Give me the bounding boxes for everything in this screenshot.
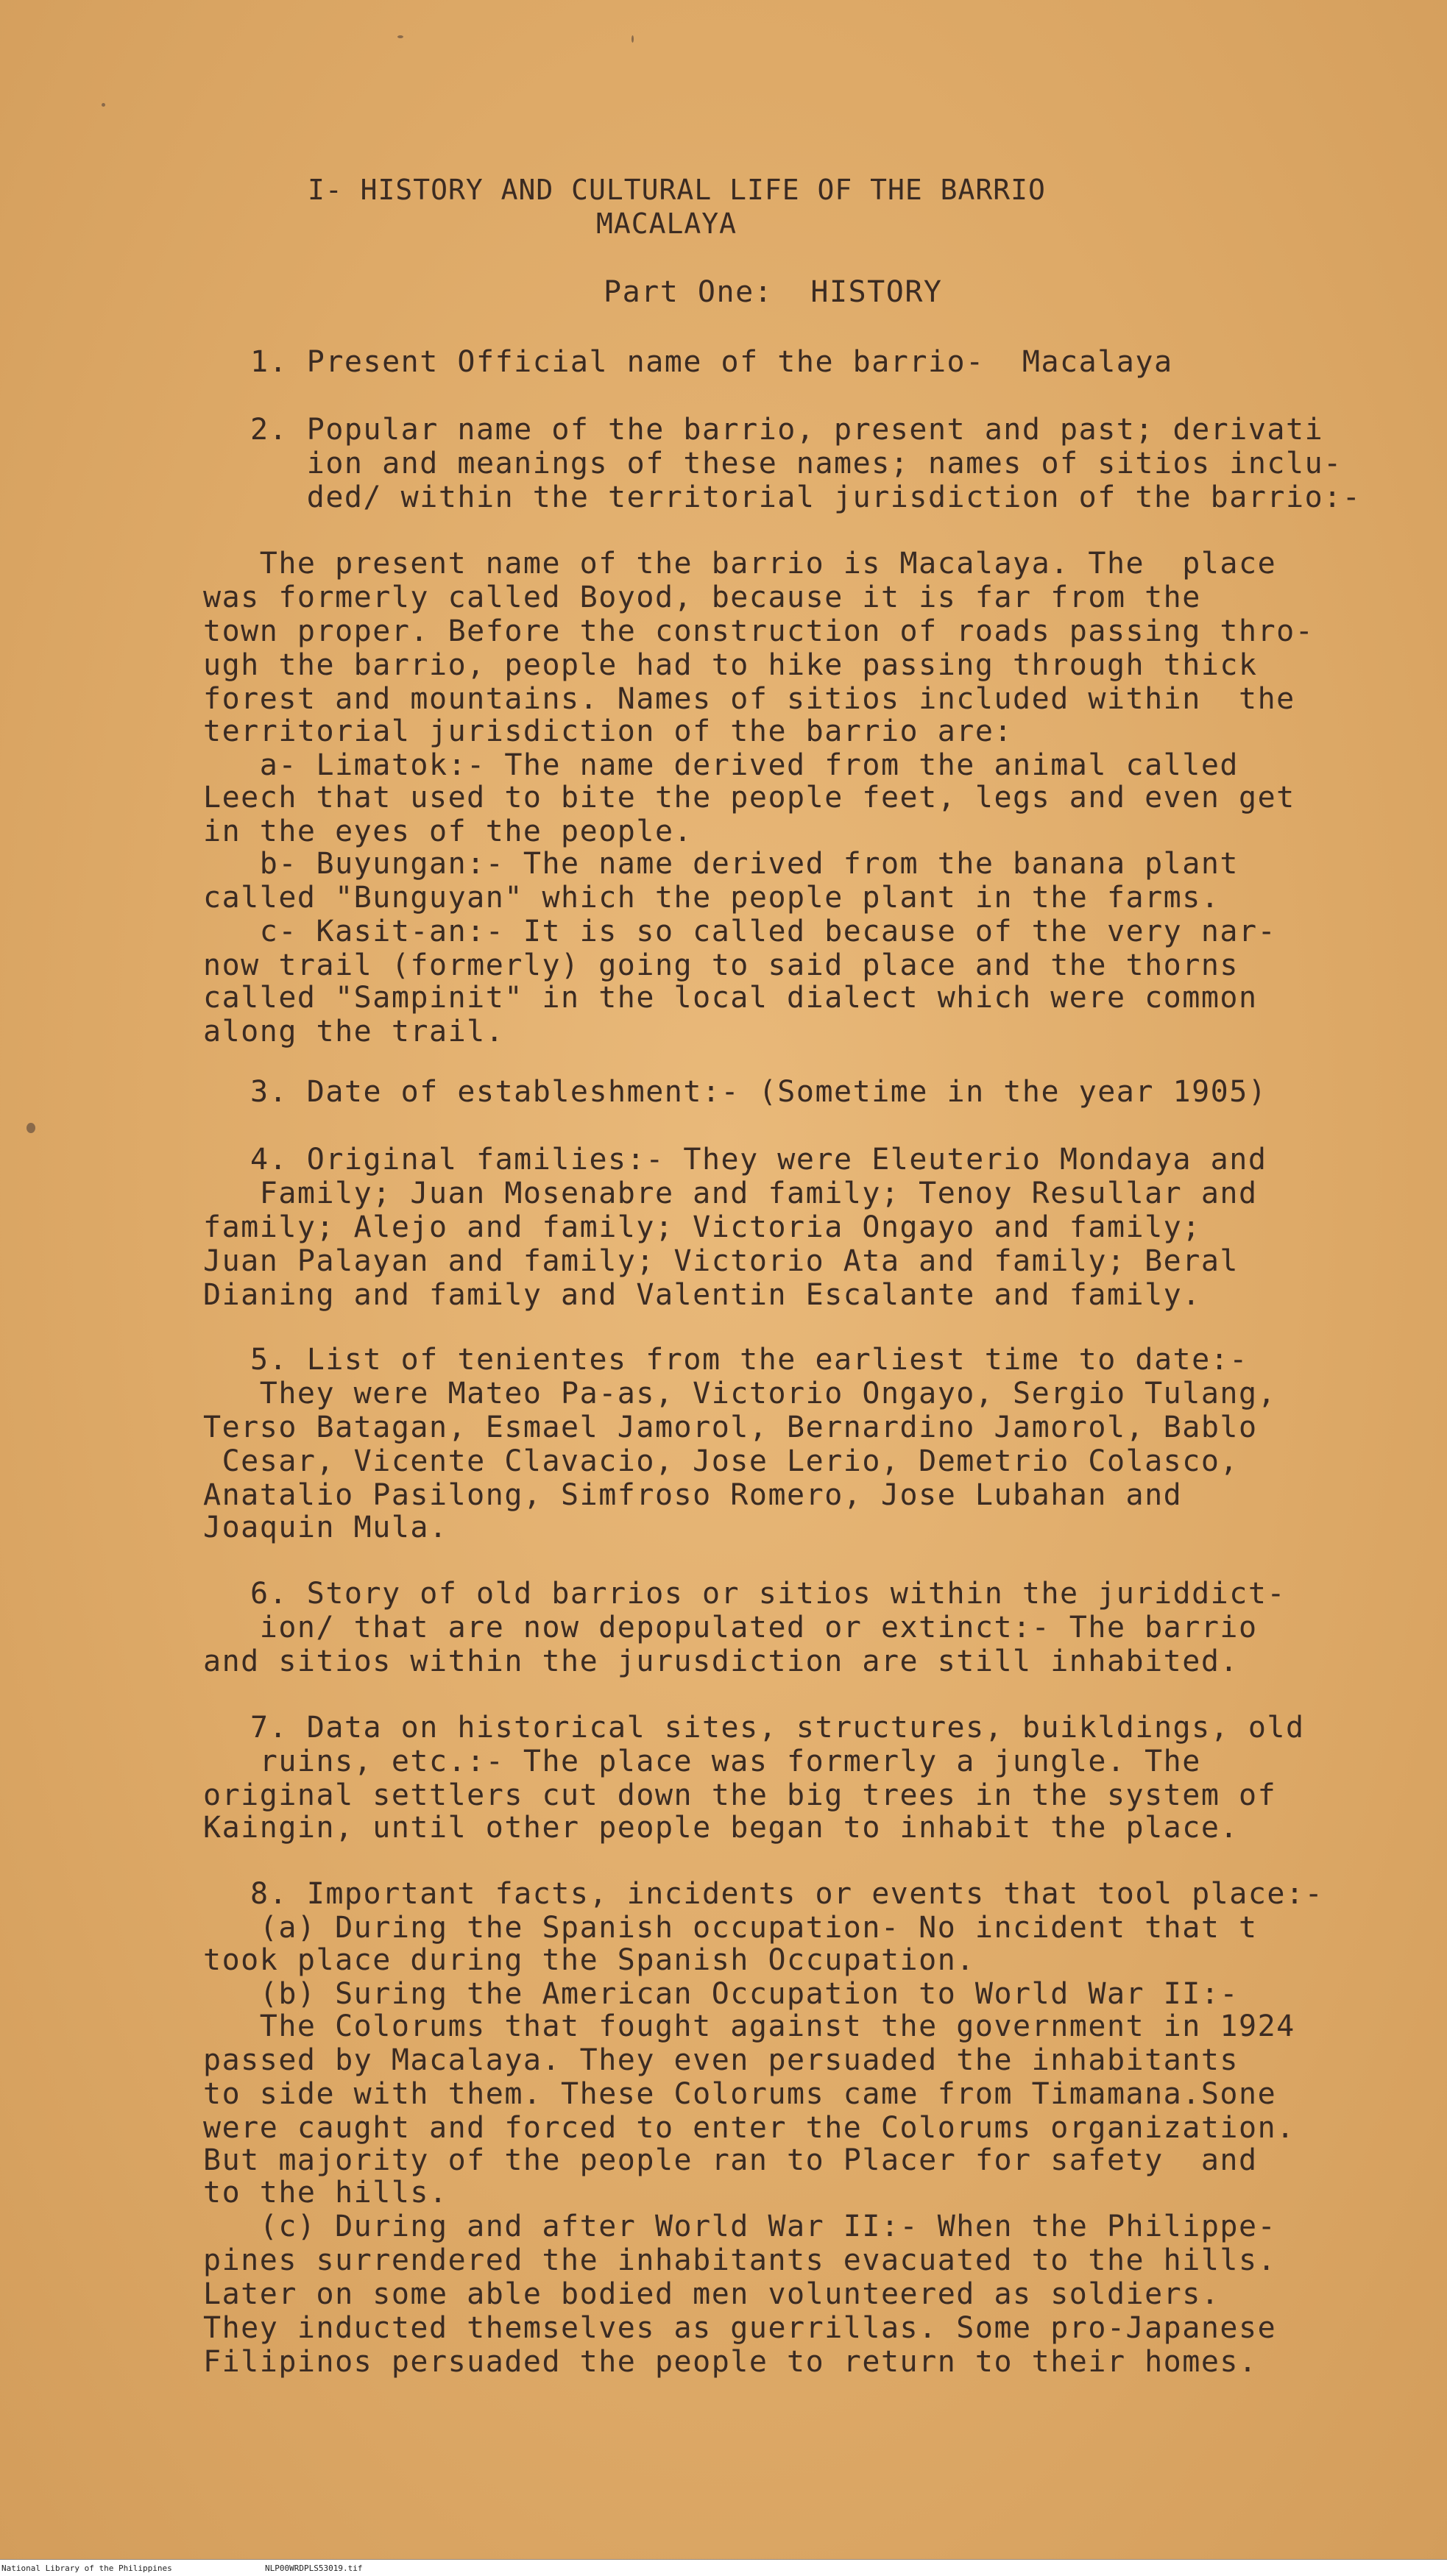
text-line: to side with them. These Colorums came from Timamana.Sone bbox=[203, 2077, 1277, 2111]
text-line: to the hills. bbox=[203, 2176, 448, 2210]
text-line: (a) During the Spanish occupation- No incident that t bbox=[203, 1911, 1258, 1945]
text-line: ded/ within the territorial jurisdiction of the barrio:- bbox=[250, 480, 1362, 514]
text-line: They inducted themselves as guerrillas. Some pro-Japanese bbox=[203, 2311, 1277, 2345]
scan-edge-strip bbox=[0, 2559, 1447, 2576]
text-line: Leech that used to bite the people feet, legs and even get bbox=[203, 781, 1295, 815]
text-line: Juan Palayan and family; Victorio Ata and family; Beral bbox=[203, 1244, 1239, 1278]
text-line: now trail (formerly) going to said place and the thorns bbox=[203, 948, 1239, 982]
text-line: was formerly called Boyod, because it is far from the bbox=[203, 581, 1201, 614]
text-line: Anatalio Pasilong, Simfroso Romero, Jose Lubahan and bbox=[203, 1478, 1183, 1512]
text-line: forest and mountains. Names of sitios included within the bbox=[203, 682, 1295, 716]
text-line: The present name of the barrio is Macalaya. The place bbox=[203, 547, 1277, 581]
text-line: along the trail. bbox=[203, 1015, 505, 1049]
footer-archive-label: National Library of the Philippines bbox=[1, 2563, 172, 2573]
footer-file-id: NLP00WRDPLS53019.tif bbox=[265, 2563, 363, 2573]
part-heading: Part One: HISTORY bbox=[604, 275, 943, 309]
text-line: took place during the Spanish Occupation. bbox=[203, 1943, 975, 1977]
text-line: Joaquin Mula. bbox=[203, 1511, 448, 1544]
text-line: Family; Juan Mosenabre and family; Tenoy Resullar and bbox=[203, 1177, 1258, 1210]
text-line: 5. List of tenientes from the earliest time to date:- bbox=[250, 1343, 1248, 1377]
text-line: Terso Batagan, Esmael Jamorol, Bernardino Jamorol, Bablo bbox=[203, 1411, 1258, 1444]
text-line: (c) During and after World War II:- When the Philippe- bbox=[203, 2210, 1277, 2243]
text-line: 4. Original families:- They were Eleuterio Mondaya and bbox=[250, 1143, 1267, 1177]
text-line: ion/ that are now depopulated or extinct:- The barrio bbox=[203, 1611, 1258, 1644]
text-line: 8. Important facts, incidents or events that tool place:- bbox=[250, 1877, 1324, 1911]
text-line: original settlers cut down the big trees in the system of bbox=[203, 1778, 1277, 1812]
text-line: Later on some able bodied men volunteered as soldiers. bbox=[203, 2277, 1220, 2311]
text-line: ion and meanings of these names; names of sitios inclu- bbox=[250, 447, 1342, 480]
text-line: 2. Popular name of the barrio, present and past; derivati bbox=[250, 413, 1324, 447]
text-line: 7. Data on historical sites, structures, buikldings, old bbox=[250, 1711, 1305, 1745]
text-line: passed by Macalaya. They even persuaded the inhabitants bbox=[203, 2043, 1239, 2077]
text-line: 1. Present Official name of the barrio- Macalaya bbox=[250, 345, 1173, 379]
text-line: But majority of the people ran to Placer for safety and bbox=[203, 2143, 1258, 2177]
text-line: Dianing and family and Valentin Escalante and family. bbox=[203, 1278, 1201, 1312]
text-line: Cesar, Vicente Clavacio, Jose Lerio, Demetrio Colasco, bbox=[203, 1444, 1239, 1478]
text-line: in the eyes of the people. bbox=[203, 815, 693, 848]
text-line: a- Limatok:- The name derived from the animal called bbox=[203, 748, 1239, 782]
text-line: They were Mateo Pa-as, Victorio Ongayo, Sergio Tulang, bbox=[203, 1377, 1277, 1411]
text-line: called "Sampinit" in the local dialect which were common bbox=[203, 981, 1258, 1015]
text-line: b- Buyungan:- The name derived from the banana plant bbox=[203, 847, 1239, 881]
text-line: The Colorums that fought against the government in 1924 bbox=[203, 2009, 1295, 2043]
text-line: called "Bunguyan" which the people plant in the farms. bbox=[203, 881, 1220, 915]
text-line: territorial jurisdiction of the barrio are: bbox=[203, 714, 1013, 748]
text-line: pines surrendered the inhabitants evacuated to the hills. bbox=[203, 2243, 1277, 2277]
text-line: 3. Date of estableshment:- (Sometime in the year 1905) bbox=[250, 1075, 1267, 1109]
text-line: town proper. Before the construction of roads passing thro- bbox=[203, 614, 1315, 648]
text-line: family; Alejo and family; Victoria Ongayo and family; bbox=[203, 1210, 1201, 1244]
text-line: 6. Story of old barrios or sitios within the juriddict- bbox=[250, 1577, 1287, 1611]
text-line: ugh the barrio, people had to hike passing through thick bbox=[203, 648, 1258, 682]
text-line: ruins, etc.:- The place was formerly a jungle. The bbox=[203, 1745, 1201, 1778]
text-line: were caught and forced to enter the Colorums organization. bbox=[203, 2111, 1295, 2145]
text-line: c- Kasit-an:- It is so called because of the very nar- bbox=[203, 915, 1277, 948]
text-line: Kaingin, until other people began to inhabit the place. bbox=[203, 1811, 1239, 1845]
text-line: Filipinos persuaded the people to return to their homes. bbox=[203, 2345, 1258, 2379]
text-line: (b) Suring the American Occupation to World War II:- bbox=[203, 1977, 1239, 2011]
document-title-line-1: I- HISTORY AND CULTURAL LIFE OF THE BARRIO bbox=[308, 174, 1046, 206]
document-title-line-2: MACALAYA bbox=[596, 207, 737, 240]
text-line: and sitios within the jurusdiction are still inhabited. bbox=[203, 1644, 1239, 1678]
